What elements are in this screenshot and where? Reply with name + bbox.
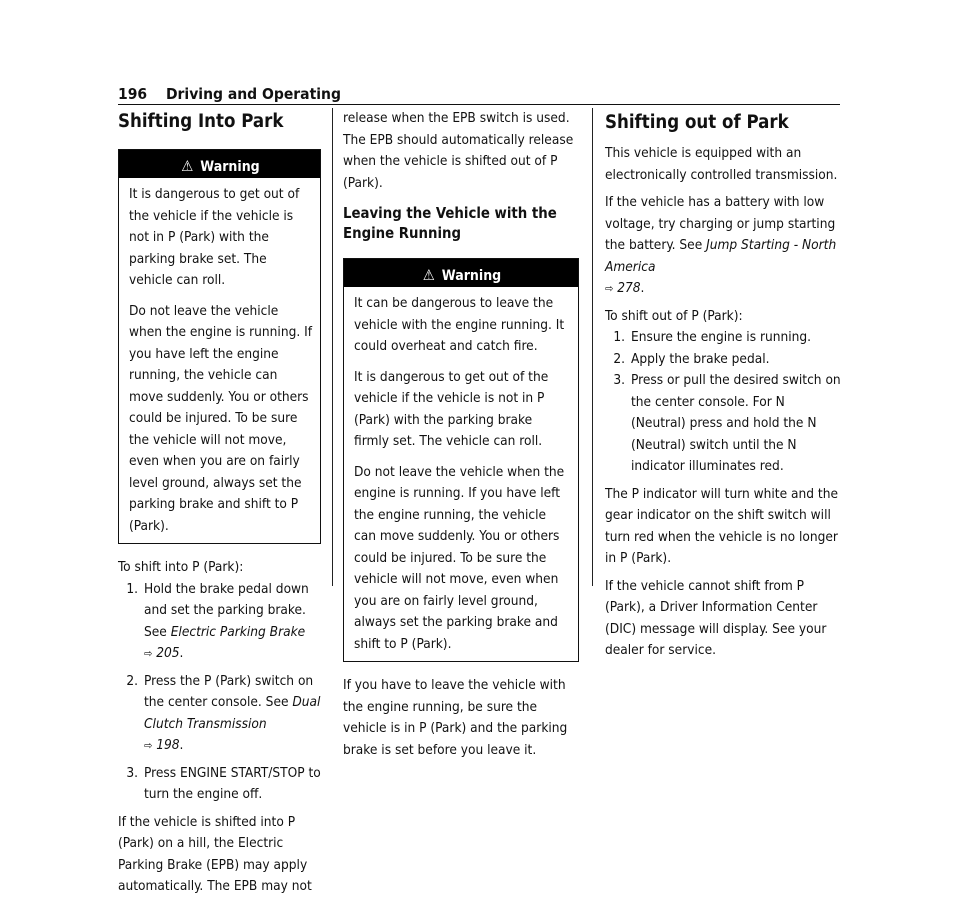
list-item: 1. Ensure the engine is running. [613, 329, 812, 345]
paragraph: The P indicator will turn white and the gear indicator on the shift switch will turn red when the vehicle is no longer in P (Park). [605, 485, 838, 566]
paragraph: This vehicle is equipped with an electronically controlled transmission. [605, 145, 838, 183]
page-ref-arrow-icon: ⇨ [144, 647, 153, 660]
warning-box [343, 258, 579, 662]
list-item: 2. Apply the brake pedal. [613, 350, 770, 367]
paragraph: If the vehicle cannot shift from P (Park), a Driver Information Center (DIC) message will display. See your dealer for service. [605, 577, 827, 658]
section-heading: Shifting out of Park [605, 112, 789, 133]
list-item: 3. Press ENGINE START/STOP to turn the engine off. [126, 764, 321, 802]
paragraph: If the vehicle is shifted into P (Park) on a hill, the Electric Parking Brake (EPB) may apply automatically. The EPB may not [118, 813, 312, 894]
warning-paragraph: It is dangerous to get out of the vehicle if the vehicle is not in P (Park) with the parking brake set. The vehicle can roll. [129, 186, 300, 288]
warning-header [119, 150, 320, 178]
list-item: 1. Hold the brake pedal down and set the parking brake. See Electric Parking Brake ⇨ 205. [126, 580, 309, 661]
page-ref-number[interactable]: 278 [617, 280, 641, 296]
page-header [118, 84, 840, 105]
warning-box [118, 149, 321, 544]
page-ref-arrow-icon: ⇨ [144, 739, 153, 752]
warning-paragraph: Do not leave the vehicle when the engine is running. If you have left the engine running, the vehicle can move suddenly. You or others could be injured. To be sure the vehicle will not move, even when you are on fairly level ground, always set the parking brake and shift to P (Park). [129, 302, 313, 534]
list-item: 3. Press or pull the desired switch on the center console. For N (Neutral) press and hold the N (Neutral) switch until the N indicator illuminates red. [613, 372, 841, 474]
page-ref-number[interactable]: 205 [156, 645, 180, 661]
page-ref-number[interactable]: 198 [156, 737, 180, 753]
warning-label: Warning [441, 268, 502, 284]
warning-body [344, 287, 578, 661]
warning-paragraph: It can be dangerous to leave the vehicle with the engine running. It could overheat and catch fire. [354, 295, 565, 354]
section-title: Driving and Operating [165, 85, 341, 103]
warning-paragraph: Do not leave the vehicle when the engine is running. If you have left the engine running, the vehicle can move suddenly. You or others could be injured. To be sure the vehicle will not move, even when you are on fairly level ground, always set the parking brake and shift to P (Park). [354, 463, 565, 652]
list-item: 2. Press the P (Park) switch on the center console. See Dual Clutch Transmission ⇨ 198. [126, 672, 321, 753]
paragraph: If the vehicle has a battery with low voltage, try charging or jump starting the battery. See Jump Starting - North America ⇨ 278. [605, 194, 837, 296]
column-divider [592, 108, 593, 586]
paragraph: release when the EPB switch is used. The EPB should automatically release when the vehicle is shifted out of P (Park). [343, 110, 574, 191]
warning-label: Warning [200, 159, 260, 175]
column-divider [332, 108, 333, 586]
column-2 [343, 108, 579, 761]
column-1 [118, 108, 321, 898]
warning-triangle-icon: ⚠ [181, 157, 194, 175]
warning-paragraph: It is dangerous to get out of the vehicle if the vehicle is not in P (Park) with the parking brake firmly set. The vehicle can roll. [354, 368, 549, 449]
page-ref-arrow-icon: ⇨ [605, 282, 614, 295]
steps-intro: To shift into P (Park): [118, 559, 244, 575]
subsection-heading: Leaving the Vehicle with the Engine Running [343, 205, 557, 242]
warning-triangle-icon: ⚠ [422, 266, 435, 284]
warning-header [344, 259, 578, 287]
section-heading: Shifting Into Park [118, 111, 284, 132]
cross-reference-link[interactable]: Jump Starting - North America [605, 237, 837, 275]
warning-body [119, 178, 320, 543]
column-3 [605, 108, 841, 662]
steps-intro: To shift out of P (Park): [605, 307, 743, 324]
cross-reference-link[interactable]: Electric Parking Brake [170, 623, 306, 640]
paragraph: If you have to leave the vehicle with the engine running, be sure the vehicle is in P (Park) and the parking brake is set before you leave it. [343, 677, 568, 758]
cross-reference-link[interactable]: Dual Clutch Transmission [144, 694, 321, 732]
page-number: 196 [118, 85, 148, 103]
